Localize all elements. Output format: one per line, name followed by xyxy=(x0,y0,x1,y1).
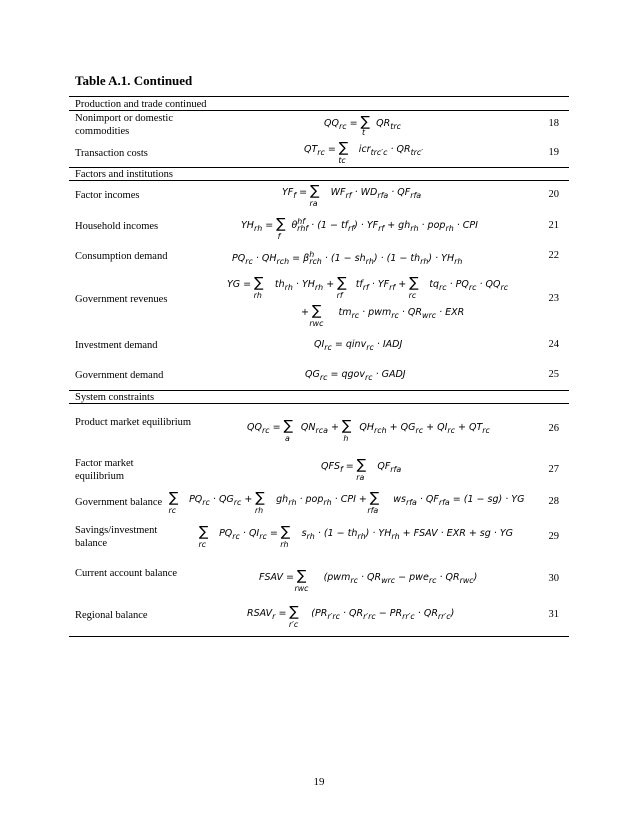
equation-number: 28 xyxy=(548,496,559,507)
equation: $YF_f = \sum_{ra}$ $WF_{rf} \cdot WD_{rfa} \cdot QF_{rfa}$ xyxy=(282,183,422,208)
equation-number: 20 xyxy=(548,189,559,200)
equation-number: 26 xyxy=(548,423,559,434)
equation-number: 24 xyxy=(548,339,559,350)
equation-number: 31 xyxy=(548,609,559,620)
row-label: Regional balance xyxy=(75,610,148,621)
table-row xyxy=(69,414,569,446)
table-row xyxy=(69,455,569,487)
row-label: Government revenues xyxy=(75,294,168,305)
equation: $QI_{rc}$ = qinv$_{rc}$ · IADJ xyxy=(314,339,403,352)
table-row xyxy=(69,522,569,554)
equation-number: 23 xyxy=(548,293,559,304)
equation: $QG_{rc}$ = qgov$_{rc}$ · GADJ xyxy=(305,369,406,382)
equation: $YH_{rh} = \sum_f$ $\theta^{hf}_{rhf} \cdot (1 - tf_{rf}) \cdot YF_{rf} + gh_{rh} \cdot pop_{rh}$ · CPI xyxy=(241,216,478,242)
table-row xyxy=(69,567,569,599)
page-number: 19 xyxy=(313,776,325,788)
table-row xyxy=(69,490,569,516)
equation: $QQ_{rc} = \sum_a$ $QN_{rca} + \sum_h$ $QH_{rch} + QG_{rc} + QI_{rc} + QT_{rc}$ xyxy=(247,418,490,443)
table-row xyxy=(69,338,569,356)
equation: $\sum_{rc}$ $PQ_{rc} \cdot QI_{rc} = \sum_{rh}$ $s_{rh} \cdot (1 - th_{rh}) \cdot YH_{rh}$ + FSAV · EXR + sg · YG xyxy=(198,524,514,549)
equation-number: 18 xyxy=(548,118,559,129)
table-row xyxy=(69,212,569,244)
equation-number: 29 xyxy=(548,531,559,542)
equation: FSAV = $\sum_{rwc}$ $(pwm_{rc} \cdot QR_{wrc} - pwe_{rc} \cdot QR_{rwc})$ xyxy=(259,568,478,593)
table-bottom-rule xyxy=(69,636,569,637)
equation: $\sum_{rc}$ $PQ_{rc} \cdot QG_{rc} + \sum_{rh}$ $gh_{rh} \cdot pop_{rh}$ · CPI + $\sum_{rfa}$ $ws_{rfa} \cdot QF_{rfa} = (1 - sg)$ · YG xyxy=(168,490,525,515)
table-row xyxy=(69,183,569,209)
table-caption: Table A.1. Continued xyxy=(75,73,193,88)
row-label: Factor market equilibrium xyxy=(75,458,134,482)
row-label: Investment demand xyxy=(75,340,158,351)
row-label: Current account balance xyxy=(75,568,178,579)
equation-number: 27 xyxy=(548,464,559,475)
table-row xyxy=(69,604,569,632)
table-row xyxy=(69,140,569,168)
equation: $PQ_{rc} \cdot QH_{rch} = \beta^h_{rch} \cdot (1 - sh_{rh}) \cdot (1 - th_{rh}) \cdot YH_{rh}$ xyxy=(232,250,463,267)
equation: $RSAV_r = \sum_{r'c}$ $(PR_{r'rc} \cdot QR_{r'rc} - PR_{rr'c} \cdot QR_{rr'c})$ xyxy=(247,604,455,629)
section-title-production: Production and trade continued xyxy=(75,99,207,110)
equation: $QQ_{rc} = \sum_t$ $QR_{trc}$ xyxy=(324,114,401,137)
row-label: Household incomes xyxy=(75,221,159,232)
equation-number: 25 xyxy=(548,369,559,380)
equation-number: 21 xyxy=(548,220,559,231)
table-row xyxy=(69,275,569,331)
equation-number: 30 xyxy=(548,573,559,584)
section-rule xyxy=(69,167,569,168)
row-label: Savings/investment balance xyxy=(75,525,158,549)
row-label: Product market equilibrium xyxy=(75,417,192,428)
equation-number: 22 xyxy=(548,250,559,261)
row-label: Government balance xyxy=(75,497,163,508)
row-label: Transaction costs xyxy=(75,148,148,159)
table-row xyxy=(69,248,569,268)
section-rule xyxy=(69,403,569,404)
section-title-constraints: System constraints xyxy=(75,392,155,403)
section-title-factors: Factors and institutions xyxy=(75,169,173,180)
row-label: Government demand xyxy=(75,370,164,381)
section-rule xyxy=(69,390,569,391)
row-label: Nonimport or domestic commodities xyxy=(75,113,173,137)
equation: $QFS_f = \sum_{ra}$ $QF_{rfa}$ xyxy=(321,457,402,482)
equation-number: 19 xyxy=(548,147,559,158)
equation: $QT_{rc} = \sum_{tc}$ $icr_{trc'c} \cdot QR_{trc'}$ xyxy=(304,140,424,165)
table-top-rule xyxy=(69,96,569,97)
row-label: Consumption demand xyxy=(75,251,168,262)
table-row xyxy=(69,368,569,386)
equation-line-2: + $\sum_{rwc}$ $tm_{rc} \cdot pwm_{rc} \cdot QR_{wrc}$ · EXR xyxy=(301,303,465,328)
equation-line-1: YG = $\sum_{rh}$ $th_{rh} \cdot YH_{rh} + \sum_{rf}$ $tf_{rf} \cdot YF_{rf} + \sum_{rc}$ $tq_{rc} \cdot PQ_{rc} \cdot QQ_{rc}$ xyxy=(227,275,509,300)
row-label: Factor incomes xyxy=(75,190,140,201)
section-rule xyxy=(69,110,569,111)
section-rule xyxy=(69,180,569,181)
